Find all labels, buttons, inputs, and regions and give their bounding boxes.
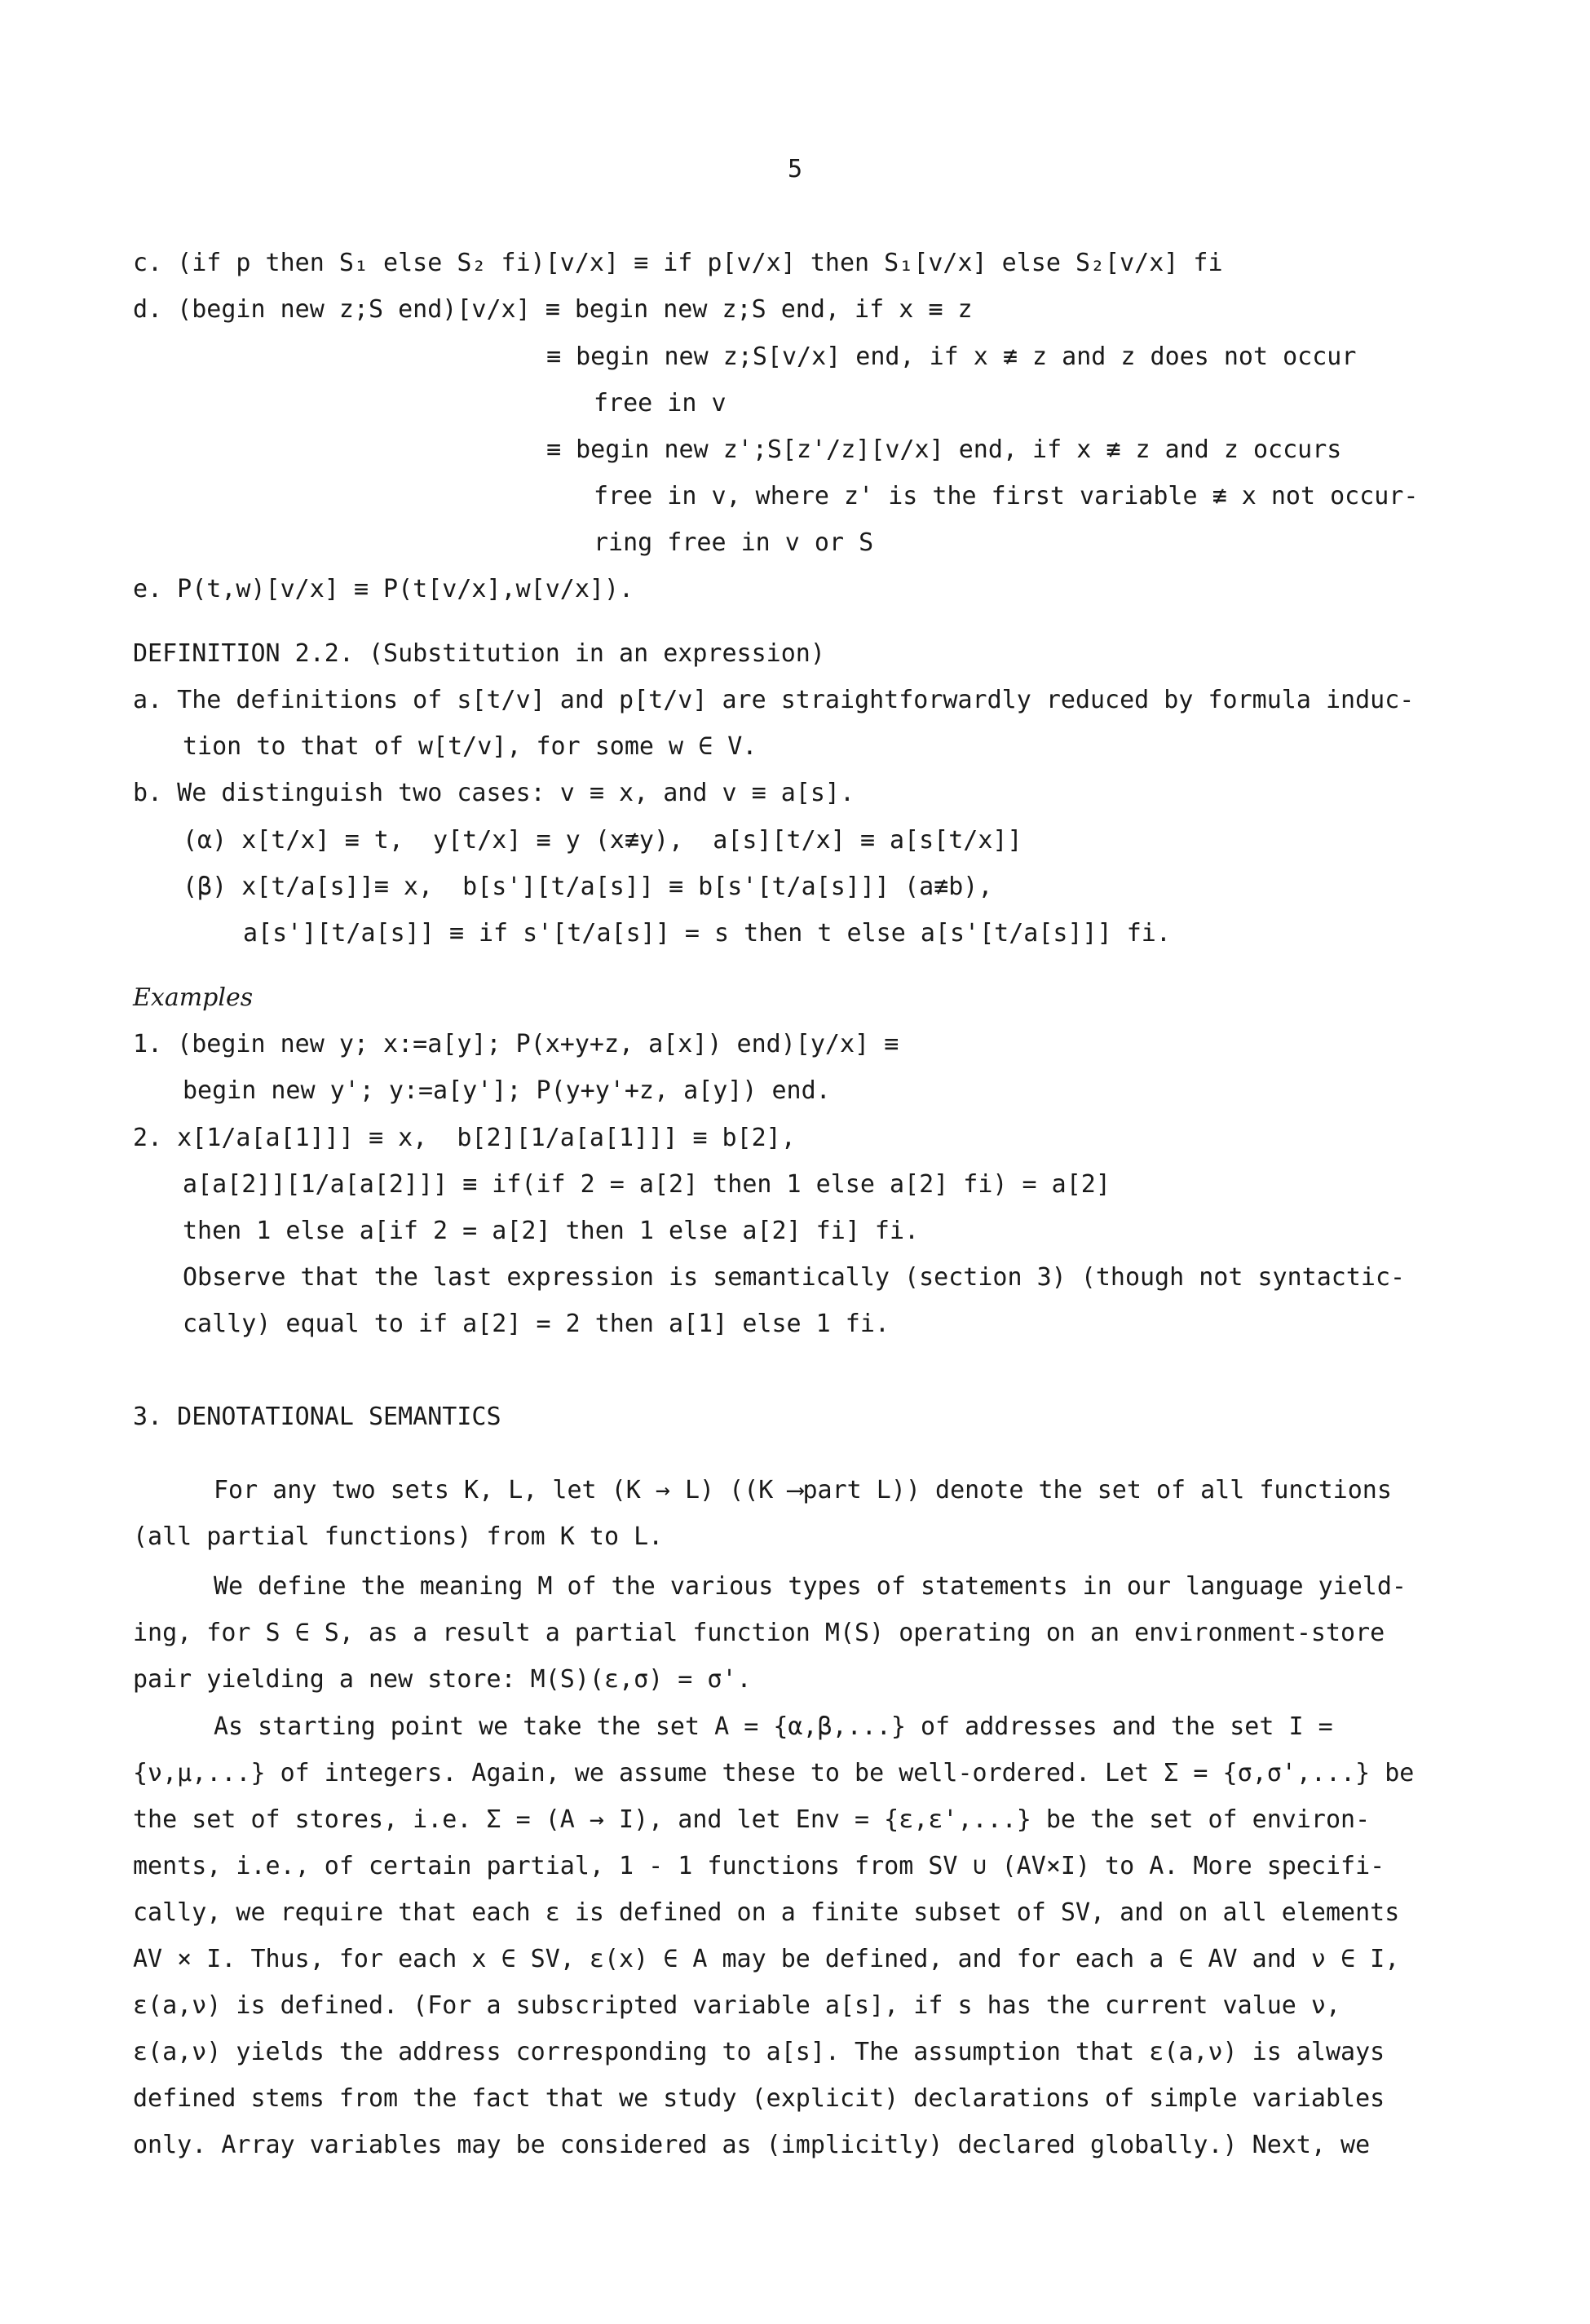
example-2-observation-cont: cally) equal to if a[2] = 2 then a[1] else 1 fi.: [183, 1310, 890, 1338]
definition-a-cont: tion to that of w[t/v], for some w ∈ V.: [183, 732, 757, 761]
definition-a: a. The definitions of s[t/v] and p[t/v] are straightforwardly reduced by formula induc-: [133, 686, 1415, 714]
paragraph-2-line-1: We define the meaning M of the various types of statements in our language yield-: [214, 1572, 1407, 1601]
paragraph-3-line-5: cally, we require that each ε is defined on a finite subset of SV, and on all elements: [133, 1898, 1400, 1927]
paragraph-3-line-9: defined stems from the fact that we study (explicit) declarations of simple variables: [133, 2084, 1385, 2113]
paragraph-3-line-3: the set of stores, i.e. Σ = (A → I), and let Env = {ε,ε',...} be the set of environ-: [133, 1805, 1371, 1834]
paragraph-3-line-4: ments, i.e., of certain partial, 1 - 1 functions from SV ∪ (AV×I) to A. More specifi-: [133, 1852, 1385, 1880]
item-e: e. P(t,w)[v/x] ≡ P(t[v/x],w[v/x]).: [133, 575, 634, 603]
definition-title: DEFINITION 2.2. (Substitution in an expression): [133, 639, 825, 668]
definition-b-beta-cont: a[s'][t/a[s]] ≡ if s'[t/a[s]] = s then t else a[s'[t/a[s]]] fi.: [243, 919, 1171, 948]
example-1-cont: begin new y'; y:=a[y']; P(y+y'+z, a[y]) end.: [183, 1076, 831, 1105]
section-heading: 3. DENOTATIONAL SEMANTICS: [133, 1403, 501, 1431]
example-1: 1. (begin new y; x:=a[y]; P(x+y+z, a[x]) end)[y/x] ≡: [133, 1030, 899, 1058]
paragraph-3-line-7: ε(a,ν) is defined. (For a subscripted variable a[s], if s has the current value ν,: [133, 1991, 1341, 2020]
item-c: c. (if p then S₁ else S₂ fi)[v/x] ≡ if p[v/x] then S₁[v/x] else S₂[v/x] fi: [133, 249, 1223, 277]
definition-b-alpha: (α) x[t/x] ≡ t, y[t/x] ≡ y (x≢y), a[s][t/x] ≡ a[s[t/x]]: [183, 826, 1022, 855]
example-2: 2. x[1/a[a[1]]] ≡ x, b[2][1/a[a[1]]] ≡ b[2],: [133, 1124, 796, 1152]
paragraph-2-line-3: pair yielding a new store: M(S)(ε,σ) = σ'.: [133, 1665, 752, 1694]
item-d-case-2-cont: free in v: [594, 389, 727, 418]
item-d-case-3-cont2: ring free in v or S: [594, 528, 874, 557]
paragraph-3-line-2: {ν,μ,...} of integers. Again, we assume these to be well-ordered. Let Σ = {σ,σ',...} be: [133, 1759, 1415, 1787]
paragraph-2-line-2: ing, for S ∈ S, as a result a partial function M(S) operating on an environment-store: [133, 1619, 1385, 1647]
item-d-case-3: ≡ begin new z';S[z'/z][v/x] end, if x ≢ z and z occurs: [546, 435, 1342, 464]
paragraph-1-line-2: (all partial functions) from K to L.: [133, 1522, 664, 1551]
paragraph-3-line-10: only. Array variables may be considered as (implicitly) declared globally.) Next, we: [133, 2131, 1371, 2159]
definition-b: b. We distinguish two cases: v ≡ x, and v ≡ a[s].: [133, 779, 855, 807]
item-d: d. (begin new z;S end)[v/x] ≡ begin new z;S end, if x ≡ z: [133, 295, 973, 324]
examples-heading: Examples: [133, 983, 254, 1012]
example-2-line-3: then 1 else a[if 2 = a[2] then 1 else a[2] fi] fi.: [183, 1217, 920, 1245]
paragraph-3-line-1: As starting point we take the set A = {α,β,...} of addresses and the set I =: [214, 1712, 1333, 1741]
example-2-observation: Observe that the last expression is semantically (section 3) (though not syntactic-: [183, 1263, 1406, 1292]
definition-b-beta: (β) x[t/a[s]]≡ x, b[s'][t/a[s]] ≡ b[s'[t/a[s]]] (a≢b),: [183, 873, 993, 901]
item-d-case-2: ≡ begin new z;S[v/x] end, if x ≢ z and z does not occur: [546, 342, 1357, 371]
example-2-line-2: a[a[2]][1/a[a[2]]] ≡ if(if 2 = a[2] then 1 else a[2] fi) = a[2]: [183, 1170, 1111, 1199]
paragraph-3-line-8: ε(a,ν) yields the address corresponding to a[s]. The assumption that ε(a,ν) is always: [133, 2038, 1385, 2066]
paragraph-3-line-6: AV × I. Thus, for each x ∈ SV, ε(x) ∈ A may be defined, and for each a ∈ AV and ν ∈ I,: [133, 1945, 1400, 1973]
item-d-case-3-cont: free in v, where z' is the first variable ≢ x not occur-: [594, 482, 1419, 510]
page-number: 5: [787, 155, 803, 183]
paragraph-1-line-1: For any two sets K, L, let (K → L) ((K ⟶part L)) denote the set of all functions: [214, 1476, 1392, 1504]
